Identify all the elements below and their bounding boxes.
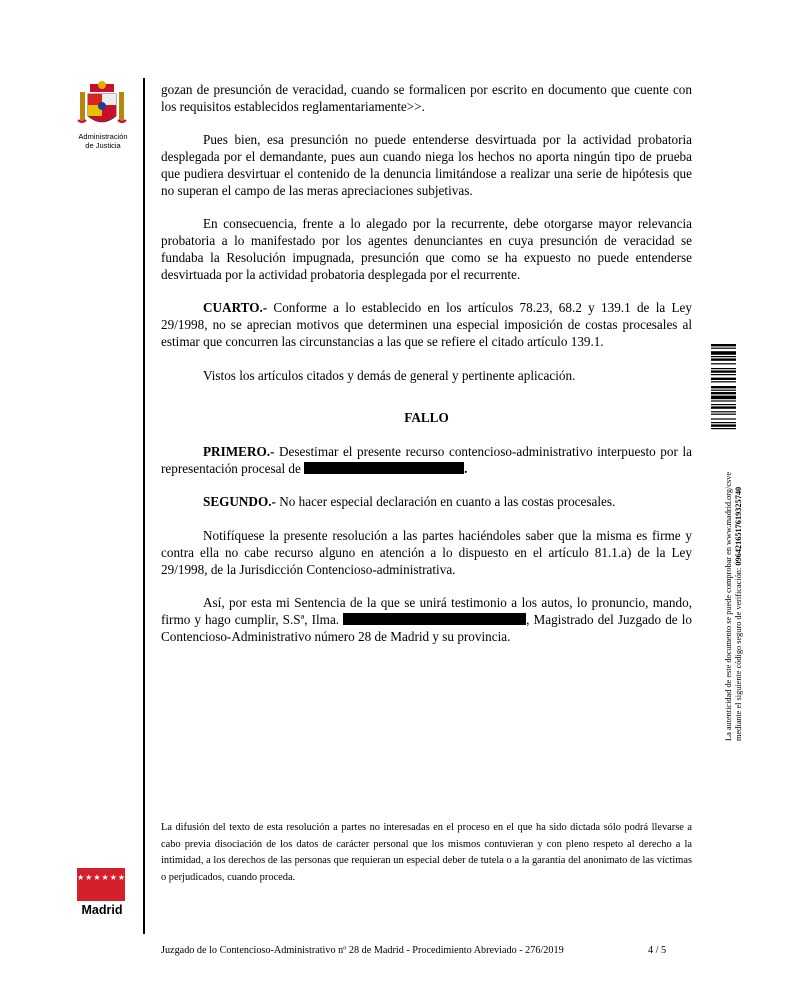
sentencia-text-a: Así, por esta mi Sentencia de la que se unirá testimonio a los autos, lo pronuncio, mando, firmo y hago cumplir, S.Sª, Ilma. bbox=[161, 595, 692, 627]
redaction-box bbox=[304, 462, 464, 474]
paragraph-notifiquese: Notifíquese la presente resolución a las partes haciéndoles saber que la misma es firme y contra ella no cabe recurso alguno en atención a lo dispuesto en el artículo 81.1.a) de la Ley 29/1998, de la Jurisdicción Contencioso-administrativa. bbox=[161, 527, 692, 577]
paragraph-primero bbox=[161, 444, 692, 478]
madrid-logo-label: Madrid bbox=[81, 903, 123, 917]
paragraph-segundo bbox=[161, 494, 692, 511]
madrid-flag-logo bbox=[77, 868, 135, 901]
crest-label-line1: Administración bbox=[78, 132, 128, 141]
page-number: 4 / 5 bbox=[648, 945, 667, 956]
crest-label bbox=[68, 132, 138, 150]
paragraph-cuarto bbox=[161, 300, 692, 350]
barcode bbox=[711, 344, 736, 456]
paragraph-vistos: Vistos los artículos citados y demás de general y pertinente aplicación. bbox=[203, 367, 576, 383]
verification-line-2-text: mediante el siguiente código seguro de verificación: bbox=[734, 565, 743, 741]
paragraph-sentencia bbox=[161, 595, 692, 645]
verification-line-2 bbox=[734, 472, 744, 741]
primero-label: PRIMERO.- bbox=[203, 443, 275, 459]
privacy-footnote: La difusión del texto de esta resolución a partes no interesadas en el proceso en el que ha sido dictada sólo podrá llevarse a cabo previa disociación de los datos de carácter personal que los mismos contuvieran y con pleno respeto al derecho a la intimidad, a los derechos de las personas que requieran un especial deber de tutela o a la garantía del anonimato de las víctimas o perjudicados, cuando proceda. bbox=[161, 822, 692, 883]
cuarto-label: CUARTO.- bbox=[203, 300, 268, 316]
margin-rule bbox=[143, 78, 145, 934]
fallo-heading: FALLO bbox=[404, 410, 449, 426]
verification-line-1: La autenticidad de este documento se puede comprobar en www.madrid.org/csve bbox=[724, 471, 733, 741]
verification-note bbox=[724, 472, 744, 741]
primero-text: Desestimar el presente recurso contencioso-administrativo interpuesto por la representación procesal de bbox=[161, 443, 692, 476]
document-body bbox=[161, 82, 692, 662]
redaction-box bbox=[343, 613, 526, 625]
madrid-stars-icon: ★★★★★★★ bbox=[77, 873, 135, 882]
primero-end: . bbox=[464, 460, 468, 476]
paragraph-1: gozan de presunción de veracidad, cuando se formalicen por escrito en documento que cuente con los requisitos establecidos reglamentariamente>>. bbox=[161, 82, 692, 114]
segundo-text: No hacer especial declaración en cuanto a las costas procesales. bbox=[275, 494, 616, 510]
sentencia-text-b: , Magistrado del Juzgado de lo Contencioso-Administrativo número 28 de Madrid y su provincia. bbox=[161, 611, 692, 644]
paragraph-2: Pues bien, esa presunción no puede entenderse desvirtuada por la actividad probatoria desplegada por el demandante, pues aun cuando niega los hechos no aporta ningún tipo de prueba que pudiera desvirtuar el contenido de la denuncia limitándose a realizar una serie de hipótesis que no superan el campo de las meras apreciaciones subjetivas. bbox=[161, 132, 692, 198]
segundo-label: SEGUNDO.- bbox=[203, 494, 276, 510]
paragraph-3: En consecuencia, frente a lo alegado por la recurrente, debe otorgarse mayor relevancia probatoria a lo manifestado por los agentes denunciantes en cuya presunción de veracidad se fundaba la Resolución impugnada, presunción que como se ha expuesto no puede entenderse desvirtuada por la actividad probatoria desplegada por el recurrente. bbox=[161, 216, 692, 282]
cuarto-text: Conforme a lo establecido en los artículos 78.23, 68.2 y 139.1 de la Ley 29/1998, no se aprecian motivos que determinen una especial imposición de costas procesales al estimar que concurren las circunstancias a las que se refiere el citado artículo 139.1. bbox=[161, 300, 692, 349]
crest-label-line2: de Justicia bbox=[85, 141, 121, 150]
page-footer-court: Juzgado de lo Contencioso-Administrativo nº 28 de Madrid - Procedimiento Abreviado - 276/2019 bbox=[161, 945, 564, 956]
verification-code: 0964216517619325740 bbox=[734, 486, 743, 566]
